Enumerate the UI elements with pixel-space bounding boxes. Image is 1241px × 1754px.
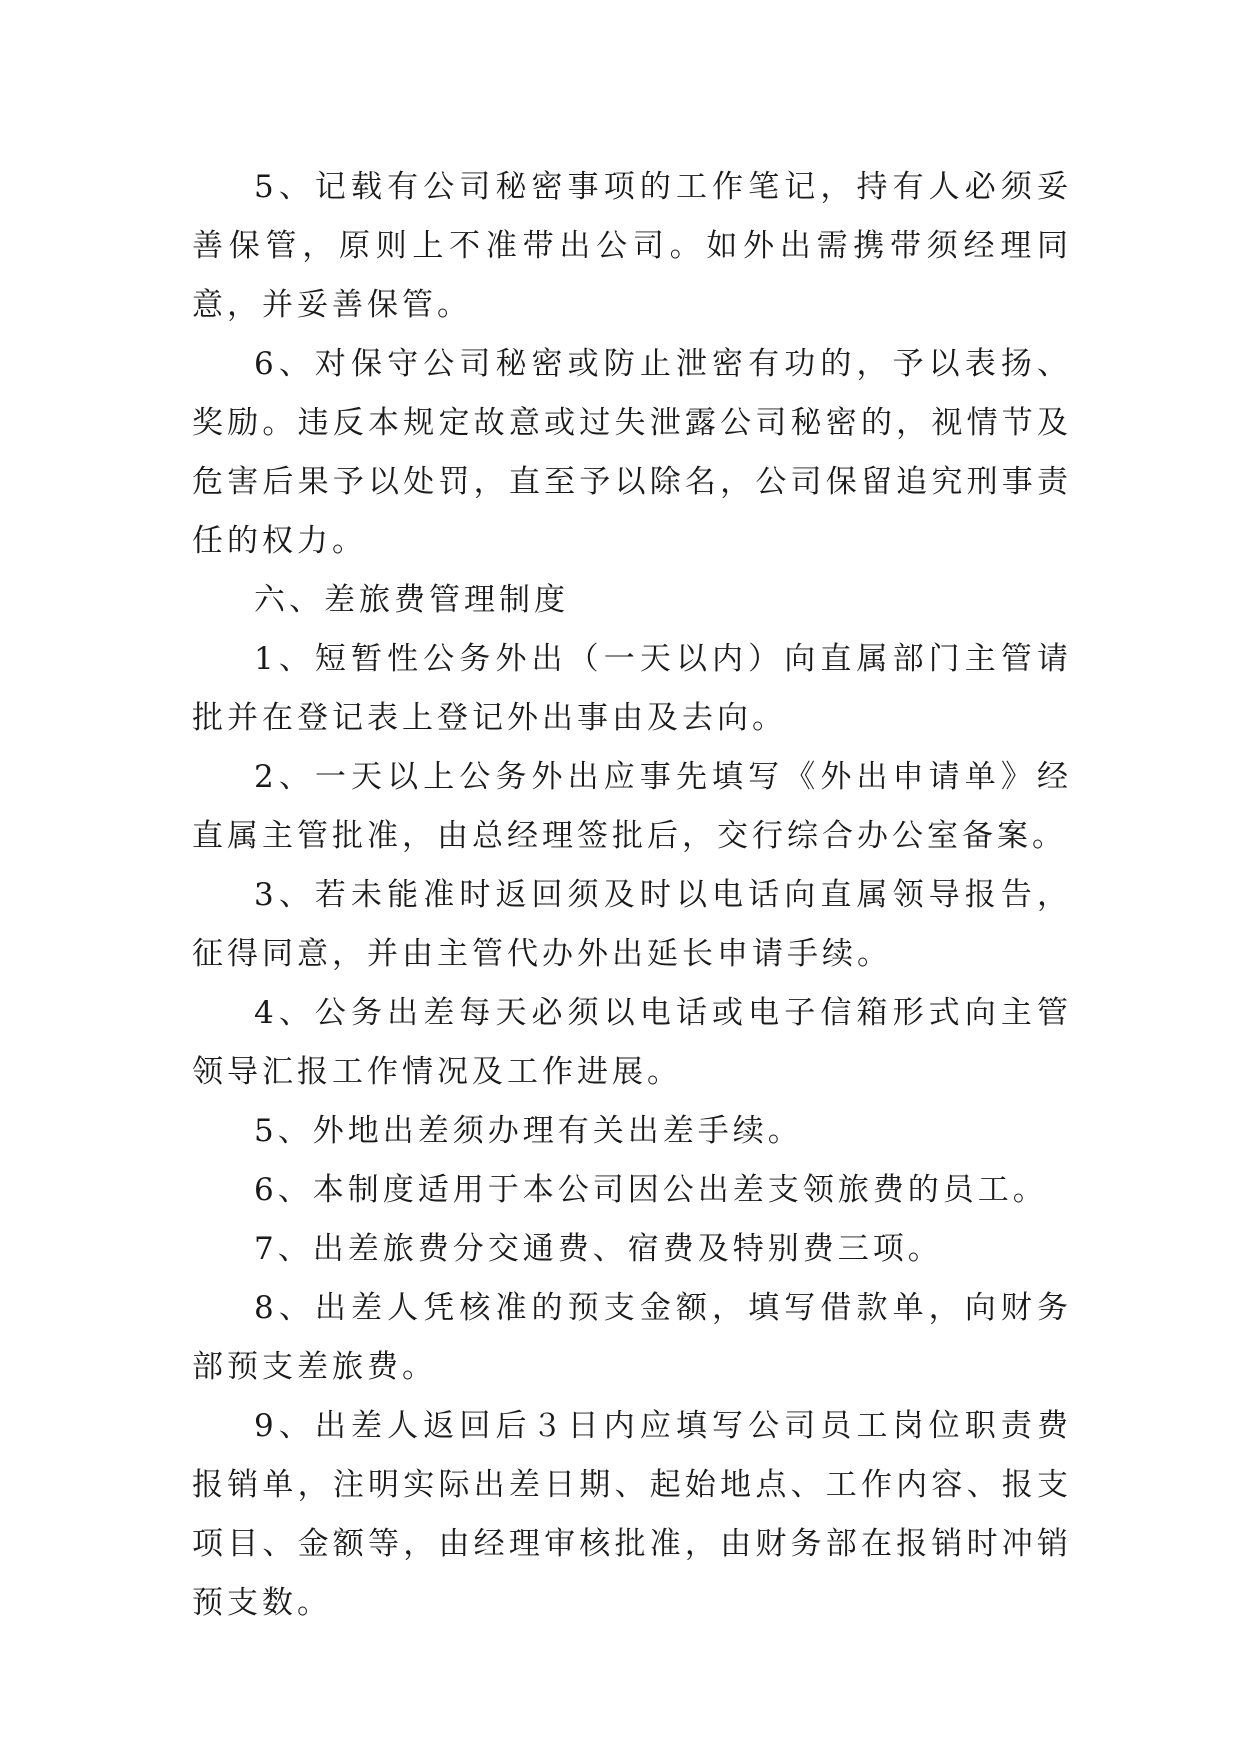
paragraph-travel-item2: 2、一天以上公务外出应事先填写《外出申请单》经直属主管批准，由总经理签批后，交行综合办公室备案。 — [192, 759, 1072, 854]
section-heading-travel-expense: 六、差旅费管理制度 — [254, 582, 569, 618]
paragraph-item5-notebooks: 5、记载有公司秘密事项的工作笔记，持有人必须妥善保管，原则上不准带出公司。如外出需携带须经理同意，并妥善保管。 — [192, 169, 1072, 323]
paragraph-item6-rewards-penalties: 6、对保守公司秘密或防止泄密有功的，予以表扬、奖励。违反本规定故意或过失泄露公司秘密的，视情节及危害后果予以处罚，直至予以除名，公司保留追究刑事责任的权力。 — [192, 346, 1072, 559]
paragraph-travel-item3: 3、若未能准时返回须及时以电话向直属领导报告，征得同意，并由主管代办外出延长申请手续。 — [192, 877, 1072, 972]
paragraph-travel-item5: 5、外地出差须办理有关出差手续。 — [254, 1113, 803, 1149]
paragraph-travel-item7: 7、出差旅费分交通费、宿费及特别费三项。 — [254, 1231, 943, 1267]
paragraph-travel-item1: 1、短暂性公务外出（一天以内）向直属部门主管请批并在登记表上登记外出事由及去向。 — [192, 641, 1072, 736]
paragraph-travel-item9: 9、出差人返回后３日内应填写公司员工岗位职责费报销单，注明实际出差日期、起始地点、工作内容、报支项目、金额等，由经理审核批准，由财务部在报销时冲销预支数。 — [192, 1408, 1072, 1621]
paragraph-travel-item4: 4、公务出差每天必须以电话或电子信箱形式向主管领导汇报工作情况及工作进展。 — [192, 995, 1072, 1090]
paragraph-travel-item8: 8、出差人凭核准的预支金额，填写借款单，向财务部预支差旅费。 — [192, 1290, 1072, 1385]
document-body — [192, 158, 1072, 1633]
paragraph-travel-item6: 6、本制度适用于本公司因公出差支领旅费的员工。 — [254, 1172, 1048, 1208]
